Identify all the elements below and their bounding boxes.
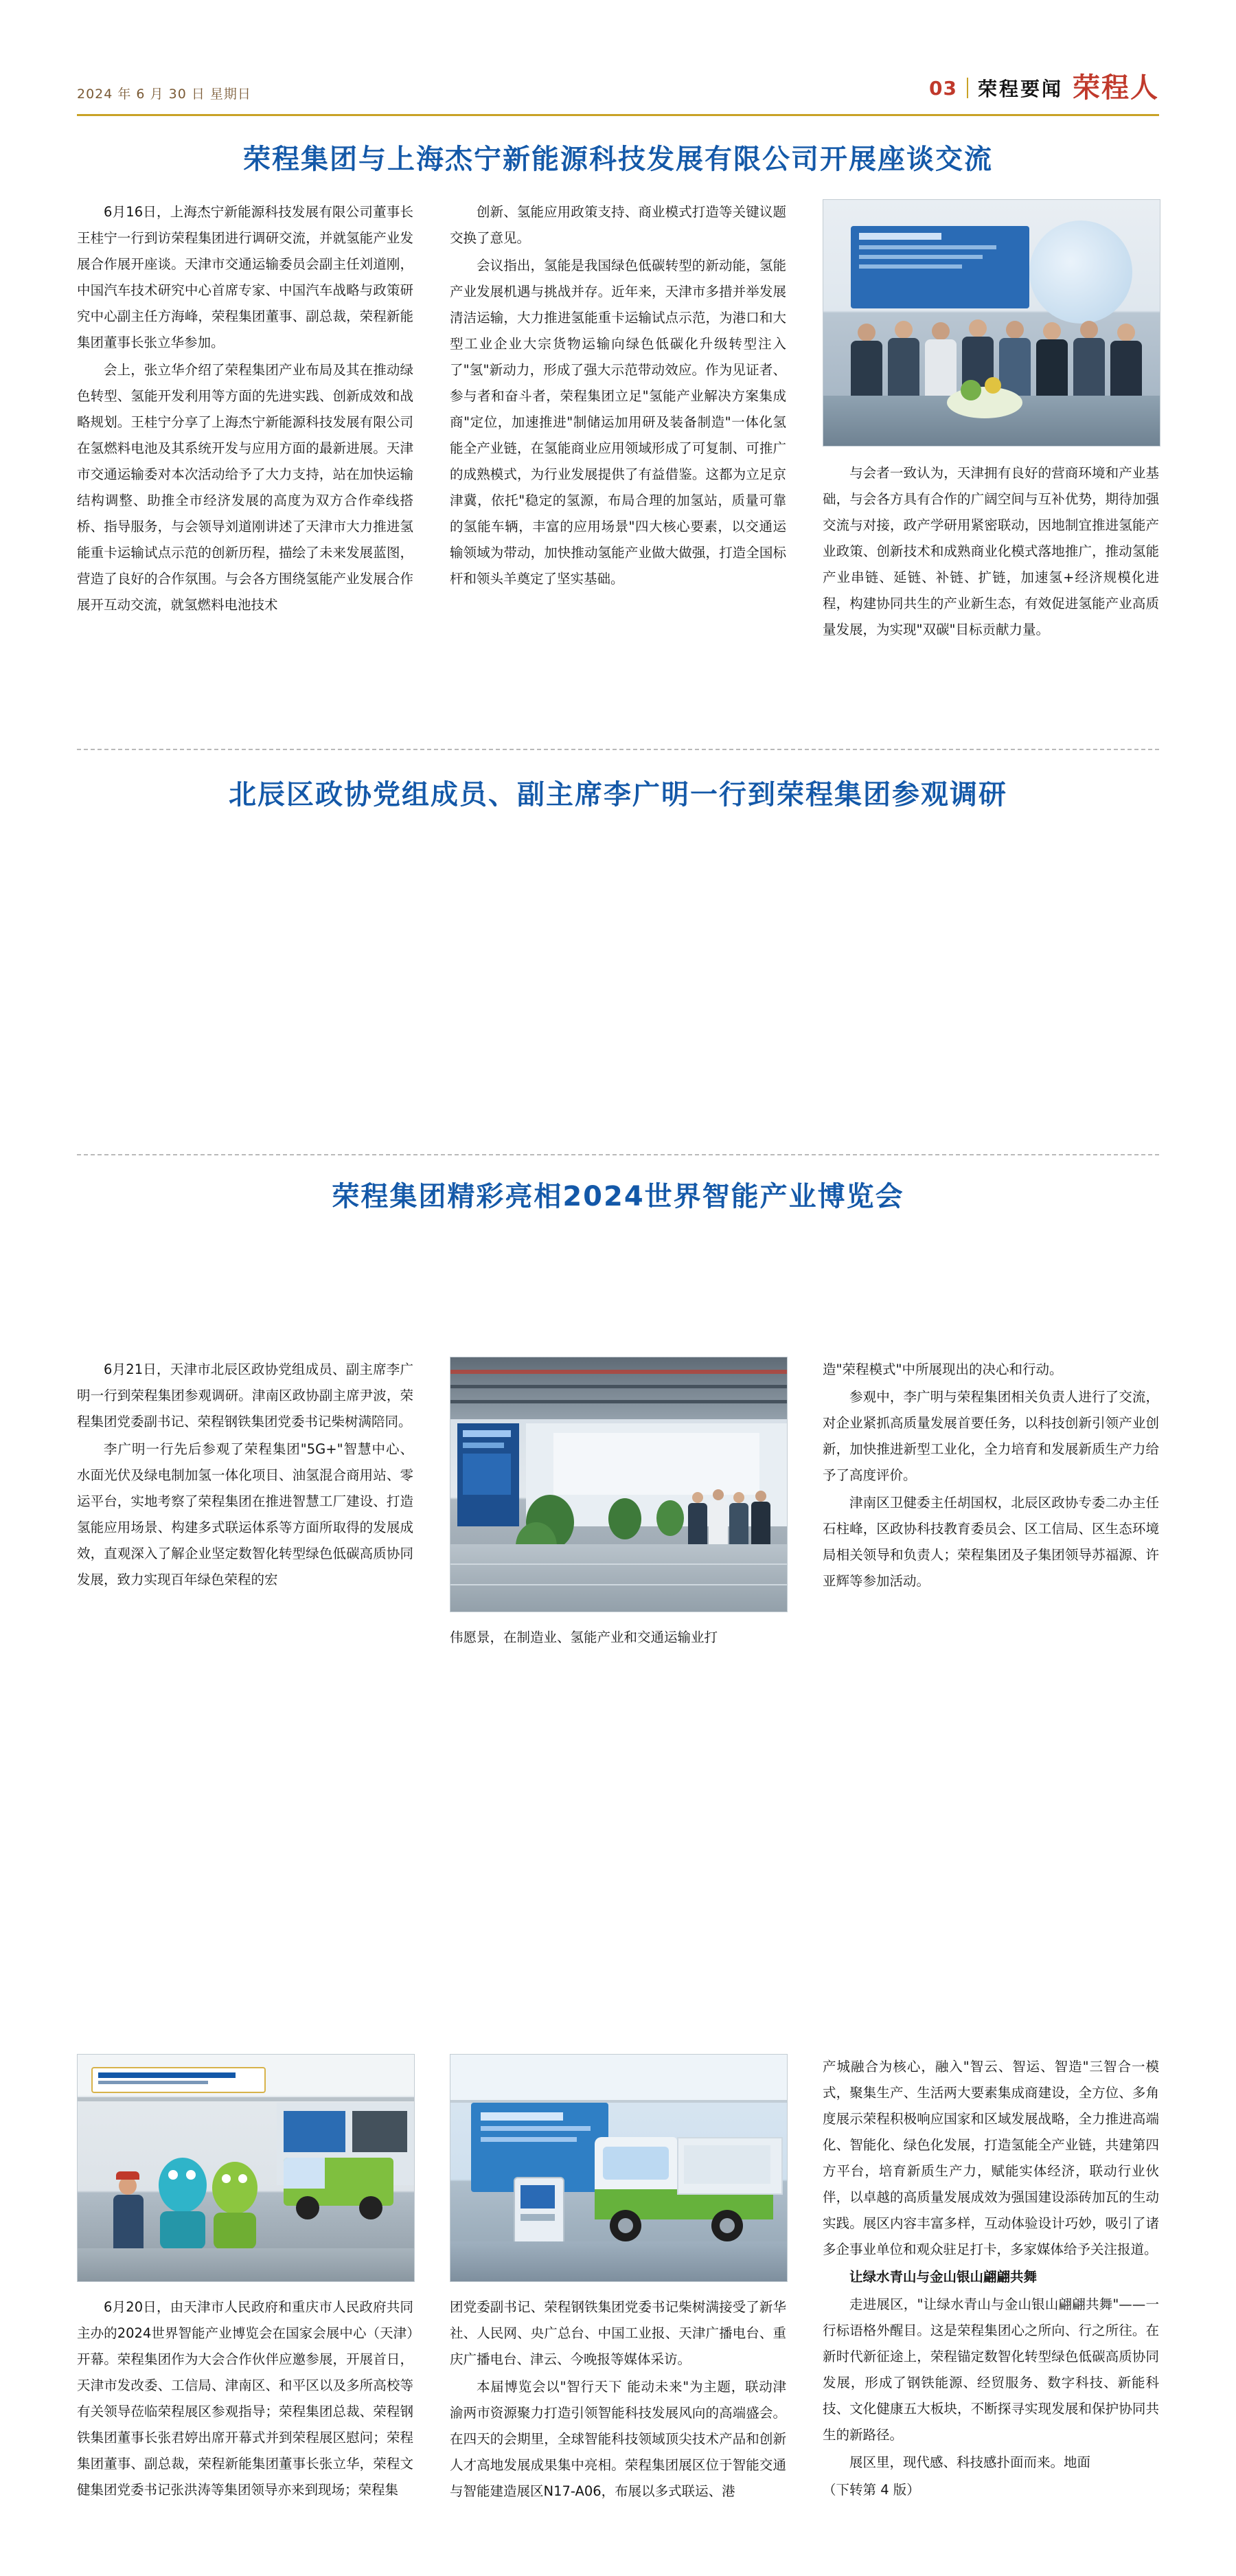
masthead [77, 71, 1159, 118]
article-1-column-3 [823, 460, 1159, 644]
masthead-divider [967, 78, 968, 98]
paragraph: 6月21日，天津市北辰区政协党组成员、副主席李广明一行到荣程集团参观调研。津南区政协副主席尹波，荣程集团党委副书记、荣程钢铁集团党委书记柴树满陪同。 [77, 1362, 413, 1430]
article-2-column-3 [823, 1357, 1159, 1596]
article-1 [77, 141, 1159, 178]
paragraph: 津南区卫健委主任胡国权，北辰区政协专委二办主任石柱峰，区政协科技教育委员会、区工信局、区生态环境局相关领导和负责人；荣程集团及子集团领导苏福源、许亚辉等参加活动。 [823, 1495, 1159, 1590]
paragraph: 6月20日，由天津市人民政府和重庆市人民政府共同主办的2024世界智能产业博览会在国家会展中心（天津）开幕。荣程集团作为大会合作伙伴应邀参展，开展首日，天津市发改委、工信局、津南区、和平区以及多所高校等有关领导莅临荣程展区参观指导；荣程集团总裁、荣程钢铁集团董事长张君婷出席开幕式并到荣程展区慰问；荣程集团董事、副总裁，荣程新能集团董事长张立华，荣程文健集团党委书记张洪涛等集团领导亦来到现场；荣程集 [77, 2299, 413, 2498]
paragraph: 产城融合为核心，融入"智云、智运、智造"三智合一模式，聚集生产、生活两大要素集成商建设，全方位、多角度展示荣程积极响应国家和区域发展战略，全力推进高端化、智能化、绿色化发展，打造氢能全产业链，共建第四方平台，培育新质生产力，赋能实体经济，联动行业伙伴，以卓越的高质量发展成效为强国建设添砖加瓦的生动实践。展区内容丰富多样，互动体验设计巧妙，吸引了诸多企事业单位和观众驻足打卡，多家媒体给予关注报道。 [823, 2059, 1159, 2258]
article-3-subheading: 让绿水青山与金山银山翩翩共舞 [849, 2269, 1038, 2285]
paragraph: 造"荣程模式"中所展现出的决心和行动。 [823, 1362, 1063, 1377]
paragraph: 创新、氢能应用政策支持、商业模式打造等关键议题交换了意见。 [450, 204, 786, 247]
article-1-photo [823, 199, 1160, 447]
paragraph: 走进展区，"让绿水青山与金山银山翩翩共舞"——一行标语格外醒目。这是荣程集团心之所向、行之所往。在新时代新征途上，荣程锚定数智化转型绿色低碳高质协同发展，形成了钢铁能源、经贸服务、数字科技、新能科技、文化健康五大板块，不断探寻实现发展和保护协同共生的新路径。 [823, 2296, 1159, 2443]
paragraph: 李广明一行先后参观了荣程集团"5G+"智慧中心、水面光伏及绿电制加氢一体化项目、油氢混合商用站、零运平台，实地考察了荣程集团在推进智慧工厂建设、打造氢能应用场景、构建多式联运体系等方面所取得的发展成效，直观深入了解企业坚定数智化转型绿色低碳高质协同发展，致力实现百年绿色荣程的宏 [77, 1441, 413, 1588]
article-3-column-1 [77, 2294, 413, 2505]
page-number: 03 [929, 76, 957, 100]
paragraph: 伟愿景，在制造业、氢能产业和交通运输业打 [450, 1629, 718, 1645]
article-3-headline: 荣程集团精彩亮相2024世界智能产业博览会 [332, 1181, 904, 1212]
article-1-column-1 [77, 199, 413, 620]
section-title: 荣程要闻 [977, 78, 1063, 100]
article-2-headline: 北辰区政协党组成员、副主席李广明一行到荣程集团参观调研 [229, 779, 1007, 811]
publication-logo: 荣程人 [1073, 71, 1159, 104]
article-2-column-2 [450, 1625, 786, 1652]
article-2-photo [450, 1357, 788, 1612]
paragraph: 会议指出，氢能是我国绿色低碳转型的新动能，氢能产业发展机遇与挑战并存。近年来，天津市多措并举发展清洁运输，大力推进氢能重卡运输试点示范，为港口和大型工业企业大宗货物运输向绿色低碳化升级转型注入了"氢"新动力，形成了强大示范带动效应。作为见证者、参与者和奋斗者，荣程集团立足"氢能产业解决方案集成商"定位，加速推进"制储运加用研及装备制造"一体化氢能全产业链，在氢能商业应用领域形成了可复制、可推广的成熟模式，为行业发展提供了有益借鉴。这都为立足京津冀，依托"稳定的氢源，布局合理的加氢站，质量可靠的氢能车辆，丰富的应用场景"四大核心要素，以交通运输领域为带动，加快推动氢能产业做大做强，打造全国标杆和领头羊奠定了坚实基础。 [450, 258, 786, 587]
article-3-column-3 [823, 2054, 1159, 2505]
article-2-body [77, 1357, 1159, 1659]
masthead-rule [77, 114, 1159, 116]
article-1-headline: 荣程集团与上海杰宁新能源科技发展有限公司开展座谈交流 [243, 144, 993, 175]
article-3-body [77, 2054, 1159, 2576]
article-3-photo-truck [450, 2054, 788, 2282]
paragraph: 本届博览会以"智行天下 能动未来"为主题，联动津渝两市资源聚力打造引领智能科技发展风向的高端盛会。在四天的会期里，全球智能科技领域顶尖技术产品和创新人才高地发展成果集中亮相。荣程集团展区位于智能交通与智能建造展区N17-A06，布展以多式联运、港 [450, 2379, 786, 2500]
article-2 [77, 776, 1159, 813]
paragraph: 展区里，现代感、科技感扑面而来。地面 [849, 2454, 1091, 2471]
article-3-photo-booth [77, 2054, 415, 2282]
publication-date: 2024 年 6 月 30 日 星期日 [77, 87, 251, 102]
paragraph: 6月16日，上海杰宁新能源科技发展有限公司董事长王桂宁一行到访荣程集团进行调研交流，并就氢能产业发展合作展开座谈。天津市交通运输委员会副主任刘道刚，中国汽车技术研究中心首席专家、中国汽车战略与政策研究中心副主任方海峰，荣程集团董事、副总裁，荣程新能集团董事长张立华参加。 [77, 204, 413, 351]
masthead-right-group [929, 71, 1159, 104]
section-separator-2 [77, 1154, 1159, 1155]
article-2-column-1 [77, 1357, 413, 1594]
section-separator-1 [77, 749, 1159, 750]
paragraph: 会上，张立华介绍了荣程集团产业布局及其在推动绿色转型、氢能开发利用等方面的先进实践、创新成效和战略规划。王桂宁分享了上海杰宁新能源科技发展有限公司在氢燃料电池及其系统开发与应用方面的最新进展。天津市交通运输委对本次活动给予了大力支持，站在加快运输结构调整、助推全市经济发展的高度为双方合作牵线搭桥、指导服务，与会领导刘道刚讲述了天津市大力推进氢能重卡运输试点示范的创新历程，描绘了未来发展蓝图，营造了良好的合作氛围。与会各方围绕氢能产业发展合作展开互动交流，就氢燃料电池技术 [77, 362, 413, 613]
article-3-column-2 [450, 2294, 786, 2506]
article-1-body [77, 199, 1159, 721]
article-3 [77, 1178, 1159, 1215]
paragraph: 参观中，李广明与荣程集团相关负责人进行了交流，对企业紧抓高质量发展首要任务，以科技创新引领产业创新，加快推进新型工业化，全力培育和发展新质生产力给予了高度评价。 [823, 1389, 1159, 1484]
paragraph: 团党委副书记、荣程钢铁集团党委书记柴树满接受了新华社、人民网、央广总台、中国工业报、天津广播电台、重庆广播电台、津云、今晚报等媒体采访。 [450, 2299, 786, 2368]
jump-note: （下转第 4 版） [823, 2482, 920, 2498]
article-1-column-2 [450, 199, 786, 594]
paragraph: 与会者一致认为，天津拥有良好的营商环境和产业基础，与会各方具有合作的广阔空间与互补优势，期待加强交流与对接，政产学研用紧密联动，因地制宜推进氢能产业政策、创新技术和成熟商业化模式落地推广，推动氢能产业串链、延链、补链、扩链，加速氢+经济规模化进程，构建协同共生的产业新生态，有效促进氢能产业高质量发展，为实现"双碳"目标贡献力量。 [823, 465, 1159, 638]
